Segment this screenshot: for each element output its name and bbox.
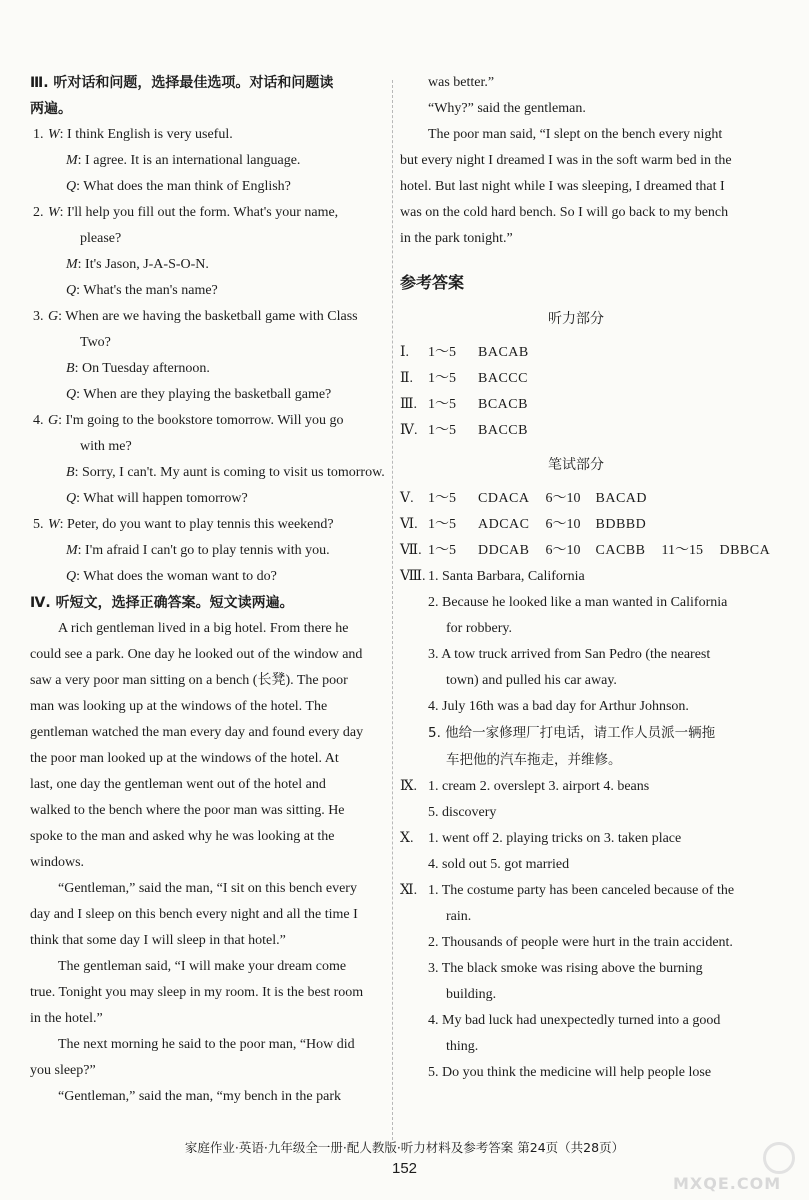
answer-text: 4. sold out 5. got married	[428, 857, 570, 872]
answer-line	[400, 956, 752, 982]
story-paragraph	[30, 1032, 385, 1084]
dialogue-line	[48, 460, 385, 486]
answer-key: DBBCA	[719, 543, 771, 558]
answer-line	[400, 747, 752, 774]
answer-text: 2. Thousands of people were hurt in the train accident.	[428, 935, 733, 950]
answer-line	[400, 720, 752, 747]
answer-line	[400, 1034, 752, 1060]
story-line: saw a very poor man sitting on a bench (长凳). The poor	[30, 673, 348, 688]
section-numeral: Ⅰ.	[400, 345, 410, 360]
answer-key: BACAD	[595, 491, 648, 506]
answer-line	[400, 774, 752, 800]
speaker-label: Q	[66, 569, 77, 584]
dialogue-item	[30, 408, 385, 512]
answer-text: 5. 他给一家修理厂打电话，请工作人员派一辆拖	[428, 725, 716, 741]
answer-text: 1. Santa Barbara, California	[428, 569, 585, 584]
question-range: 6～10	[545, 517, 581, 532]
dialogue-line	[48, 122, 385, 148]
answer-row	[400, 366, 752, 392]
section-numeral: Ⅴ.	[400, 491, 414, 506]
dialogue-text: Two?	[80, 335, 111, 350]
answer-line	[400, 800, 752, 826]
story-paragraph	[400, 70, 752, 96]
dialogue-line	[48, 174, 385, 200]
story-line: was on the cold hard bench. So I will go back to my bench	[400, 205, 729, 220]
answer-line	[400, 564, 752, 590]
dialogue-text: with me?	[80, 439, 132, 454]
dialogue-item	[30, 304, 385, 408]
answer-row	[400, 512, 752, 538]
dialogue-item	[30, 200, 385, 304]
answer-key: DDCAB	[478, 543, 530, 558]
speaker-label: M	[66, 153, 78, 168]
question-range: 1～5	[428, 371, 456, 386]
left-column	[30, 70, 385, 1110]
section-10-answers	[400, 826, 752, 878]
answer-row	[400, 538, 771, 564]
dialogue-line	[48, 512, 385, 538]
dialogue-text: please?	[80, 231, 122, 246]
answer-text: 3. The black smoke was rising above the burning	[428, 961, 703, 976]
dialogue-number: 2.	[33, 205, 44, 220]
story-line: gentleman watched the man every day and found every day	[30, 725, 364, 740]
answer-text: 3. A tow truck arrived from San Pedro (the nearest	[428, 647, 711, 662]
answer-line	[400, 616, 752, 642]
story-paragraph	[30, 616, 385, 876]
dialogue-line	[48, 278, 385, 304]
dialogue-text: : What does the woman want to do?	[76, 569, 277, 584]
story-paragraph	[400, 122, 752, 252]
column-divider	[392, 80, 393, 1140]
answer-text: 车把他的汽车拖走，并维修。	[446, 752, 622, 768]
answer-key: BACCB	[478, 423, 528, 438]
question-range: 11～15	[661, 543, 703, 558]
speaker-label: Q	[66, 283, 77, 298]
answer-key: CACBB	[595, 543, 646, 558]
dialogue-text: : I agree. It is an international language.	[77, 153, 301, 168]
answer-text: thing.	[446, 1039, 479, 1054]
dialogue-text: : I'm afraid I can't go to play tennis with you.	[77, 543, 330, 558]
written-title: 笔试部分	[548, 457, 604, 473]
dialogue-text: : I'll help you fill out the form. What's your name,	[59, 205, 339, 220]
answer-text: 4. July 16th was a bad day for Arthur Johnson.	[428, 699, 689, 714]
dialogue-text: : I think English is very useful.	[59, 127, 233, 142]
answer-key: BCACB	[478, 397, 528, 412]
answer-text: 2. Because he looked like a man wanted in California	[428, 595, 728, 610]
answer-text: for robbery.	[446, 621, 512, 636]
answer-row	[400, 392, 752, 418]
answer-text: building.	[446, 987, 497, 1002]
right-column	[400, 70, 771, 1086]
story-line: walked to the bench where the poor man was sitting. He	[30, 803, 345, 818]
section-numeral: Ⅳ.	[400, 423, 418, 438]
dialogue-text: : On Tuesday afternoon.	[74, 361, 210, 376]
answer-key: BACCC	[478, 371, 528, 386]
dialogue-line	[48, 252, 385, 278]
story-paragraph	[30, 876, 385, 954]
story-line: windows.	[30, 855, 85, 870]
answer-line	[400, 904, 752, 930]
dialogue-line	[48, 200, 385, 226]
section-numeral: Ⅱ.	[400, 371, 414, 386]
answer-row	[400, 418, 752, 444]
story-line: think that some day I will sleep in that hotel.”	[30, 933, 286, 948]
story-line: could see a park. One day he looked out of the window and	[30, 647, 363, 662]
dialogue-line	[48, 226, 385, 252]
section-numeral: Ⅸ.	[400, 779, 418, 794]
section-numeral: Ⅶ.	[400, 543, 422, 558]
question-range: 1～5	[428, 423, 456, 438]
speaker-label: M	[66, 543, 78, 558]
answer-text: 1. cream 2. overslept 3. airport 4. beans	[428, 779, 650, 794]
answer-line	[400, 852, 752, 878]
story-line: A rich gentleman lived in a big hotel. From there he	[58, 621, 349, 636]
dialogue-text: : What's the man's name?	[76, 283, 218, 298]
answer-text: 1. The costume party has been canceled because of the	[428, 883, 735, 898]
answers-title: 参考答案	[400, 273, 465, 292]
section-numeral: Ⅷ.	[400, 569, 426, 584]
speaker-label: B	[66, 361, 75, 376]
story-line: the poor man looked up at the windows of the hotel. At	[30, 751, 339, 766]
story-text	[30, 616, 385, 1110]
dialogue-line	[48, 148, 385, 174]
story-line: in the park tonight.”	[400, 231, 513, 246]
question-range: 1～5	[428, 491, 456, 506]
section-numeral: Ⅹ.	[400, 831, 414, 846]
answer-text: 5. Do you think the medicine will help people lose	[428, 1065, 712, 1080]
dialogue-line	[48, 382, 385, 408]
dialogue-text: : When are they playing the basketball game?	[76, 387, 332, 402]
speaker-label: Q	[66, 491, 77, 506]
dialogue-text: : I'm going to the bookstore tomorrow. Will you go	[58, 413, 344, 428]
written-mc-answers	[400, 486, 771, 564]
story-paragraph	[30, 1084, 385, 1110]
story-line: The gentleman said, “I will make your dream come	[58, 959, 347, 974]
dialogue-line	[48, 304, 385, 330]
question-range: 6～10	[545, 543, 581, 558]
answer-key: BDBBD	[595, 517, 647, 532]
dialogue-line	[48, 330, 385, 356]
question-range: 1～5	[428, 345, 456, 360]
story-line: hotel. But last night while I was sleeping, I dreamed that I	[400, 179, 725, 194]
story-line: you sleep?”	[30, 1063, 96, 1078]
dialogue-line	[48, 356, 385, 382]
section-numeral: Ⅲ.	[400, 397, 418, 412]
speaker-label: M	[66, 257, 78, 272]
speaker-label: G	[48, 309, 59, 324]
speaker-label: B	[66, 465, 75, 480]
speaker-label: W	[48, 205, 60, 220]
story-line: man was looking up at the windows of the hotel. The	[30, 699, 328, 714]
section-8-answers	[400, 564, 752, 774]
story-line: but every night I dreamed I was in the soft warm bed in the	[400, 153, 732, 168]
dialogues	[30, 122, 385, 590]
dialogue-text: : What does the man think of English?	[76, 179, 291, 194]
answer-text: rain.	[446, 909, 472, 924]
page-number: 152	[391, 1160, 418, 1177]
dialogue-text: : Sorry, I can't. My aunt is coming to visit us tomorrow.	[74, 465, 385, 480]
story-line: spoke to the man and asked why he was looking at the	[30, 829, 335, 844]
dialogue-line	[48, 486, 385, 512]
answer-line	[400, 1060, 752, 1086]
answer-line	[400, 930, 752, 956]
listening-title: 听力部分	[548, 311, 604, 327]
answer-text: 5. discovery	[428, 805, 497, 820]
section-9-answers	[400, 774, 752, 826]
answer-row	[400, 340, 752, 366]
story-paragraph	[400, 96, 752, 122]
story-line: “Gentleman,” said the man, “I sit on this bench every	[58, 881, 357, 896]
story-line: The next morning he said to the poor man, “How did	[58, 1037, 355, 1052]
section-4-header: Ⅳ. 听短文，选择正确答案。短文读两遍。	[30, 595, 294, 611]
story-line: was better.”	[428, 75, 495, 90]
dialogue-number: 3.	[33, 309, 44, 324]
speaker-label: W	[48, 517, 60, 532]
dialogue-line	[48, 538, 385, 564]
story-continued	[400, 70, 752, 252]
dialogue-text: : Peter, do you want to play tennis this weekend?	[59, 517, 334, 532]
story-line: “Why?” said the gentleman.	[428, 101, 586, 116]
question-range: 1～5	[428, 397, 456, 412]
watermark-logo	[665, 1136, 795, 1194]
answer-line	[400, 642, 752, 668]
section-numeral: Ⅵ.	[400, 517, 418, 532]
story-line: true. Tonight you may sleep in my room. It is the best room	[30, 985, 364, 1000]
answer-line	[400, 982, 752, 1008]
dialogue-text: : When are we having the basketball game with Class	[58, 309, 358, 324]
question-range: 1～5	[428, 517, 456, 532]
dialogue-line	[48, 408, 385, 434]
answer-line	[400, 878, 752, 904]
section-11-answers	[400, 878, 752, 1086]
answer-key: CDACA	[478, 491, 530, 506]
answer-text: town) and pulled his car away.	[446, 673, 617, 688]
page-footer: 家庭作业·英语·九年级全一册·配人教版·听力材料及参考答案 第24页（共28页）	[184, 1140, 625, 1155]
answer-key: BACAB	[478, 345, 529, 360]
section-3-header-line: 两遍。	[30, 101, 72, 117]
answer-line	[400, 668, 752, 694]
answer-line	[400, 1008, 752, 1034]
story-line: last, one day the gentleman went out of the hotel and	[30, 777, 326, 792]
answer-row	[400, 486, 752, 512]
section-numeral: Ⅺ.	[400, 883, 418, 898]
dialogue-text: : It's Jason, J-A-S-O-N.	[77, 257, 209, 272]
answer-line	[400, 590, 752, 616]
listening-answers	[400, 340, 752, 444]
story-line: “Gentleman,” said the man, “my bench in the park	[58, 1089, 342, 1104]
question-range: 6～10	[545, 491, 581, 506]
answer-line	[400, 694, 752, 720]
speaker-label: Q	[66, 387, 77, 402]
watermark-circle-icon	[763, 1142, 795, 1174]
story-line: The poor man said, “I slept on the bench every night	[428, 127, 723, 142]
section-3-header-line: Ⅲ. 听对话和问题，选择最佳选项。对话和问题读	[30, 75, 334, 91]
answer-key: ADCAC	[478, 517, 530, 532]
dialogue-item	[30, 122, 385, 200]
speaker-label: Q	[66, 179, 77, 194]
answer-text: 1. went off 2. playing tricks on 3. taken place	[428, 831, 682, 846]
speaker-label: G	[48, 413, 59, 428]
speaker-label: W	[48, 127, 60, 142]
story-line: day and I sleep on this bench every night and all the time I	[30, 907, 358, 922]
watermark-url: MXQE.COM	[673, 1174, 782, 1193]
dialogue-text: : What will happen tomorrow?	[76, 491, 248, 506]
section-3-header	[30, 70, 385, 122]
question-range: 1～5	[428, 543, 456, 558]
dialogue-number: 4.	[33, 413, 44, 428]
dialogue-line	[48, 564, 385, 590]
dialogue-item	[30, 512, 385, 590]
dialogue-number: 5.	[33, 517, 44, 532]
dialogue-line	[48, 434, 385, 460]
answer-text: 4. My bad luck had unexpectedly turned into a good	[428, 1013, 721, 1028]
dialogue-number: 1.	[33, 127, 44, 142]
story-line: in the hotel.”	[30, 1011, 103, 1026]
answer-line	[400, 826, 752, 852]
story-paragraph	[30, 954, 385, 1032]
